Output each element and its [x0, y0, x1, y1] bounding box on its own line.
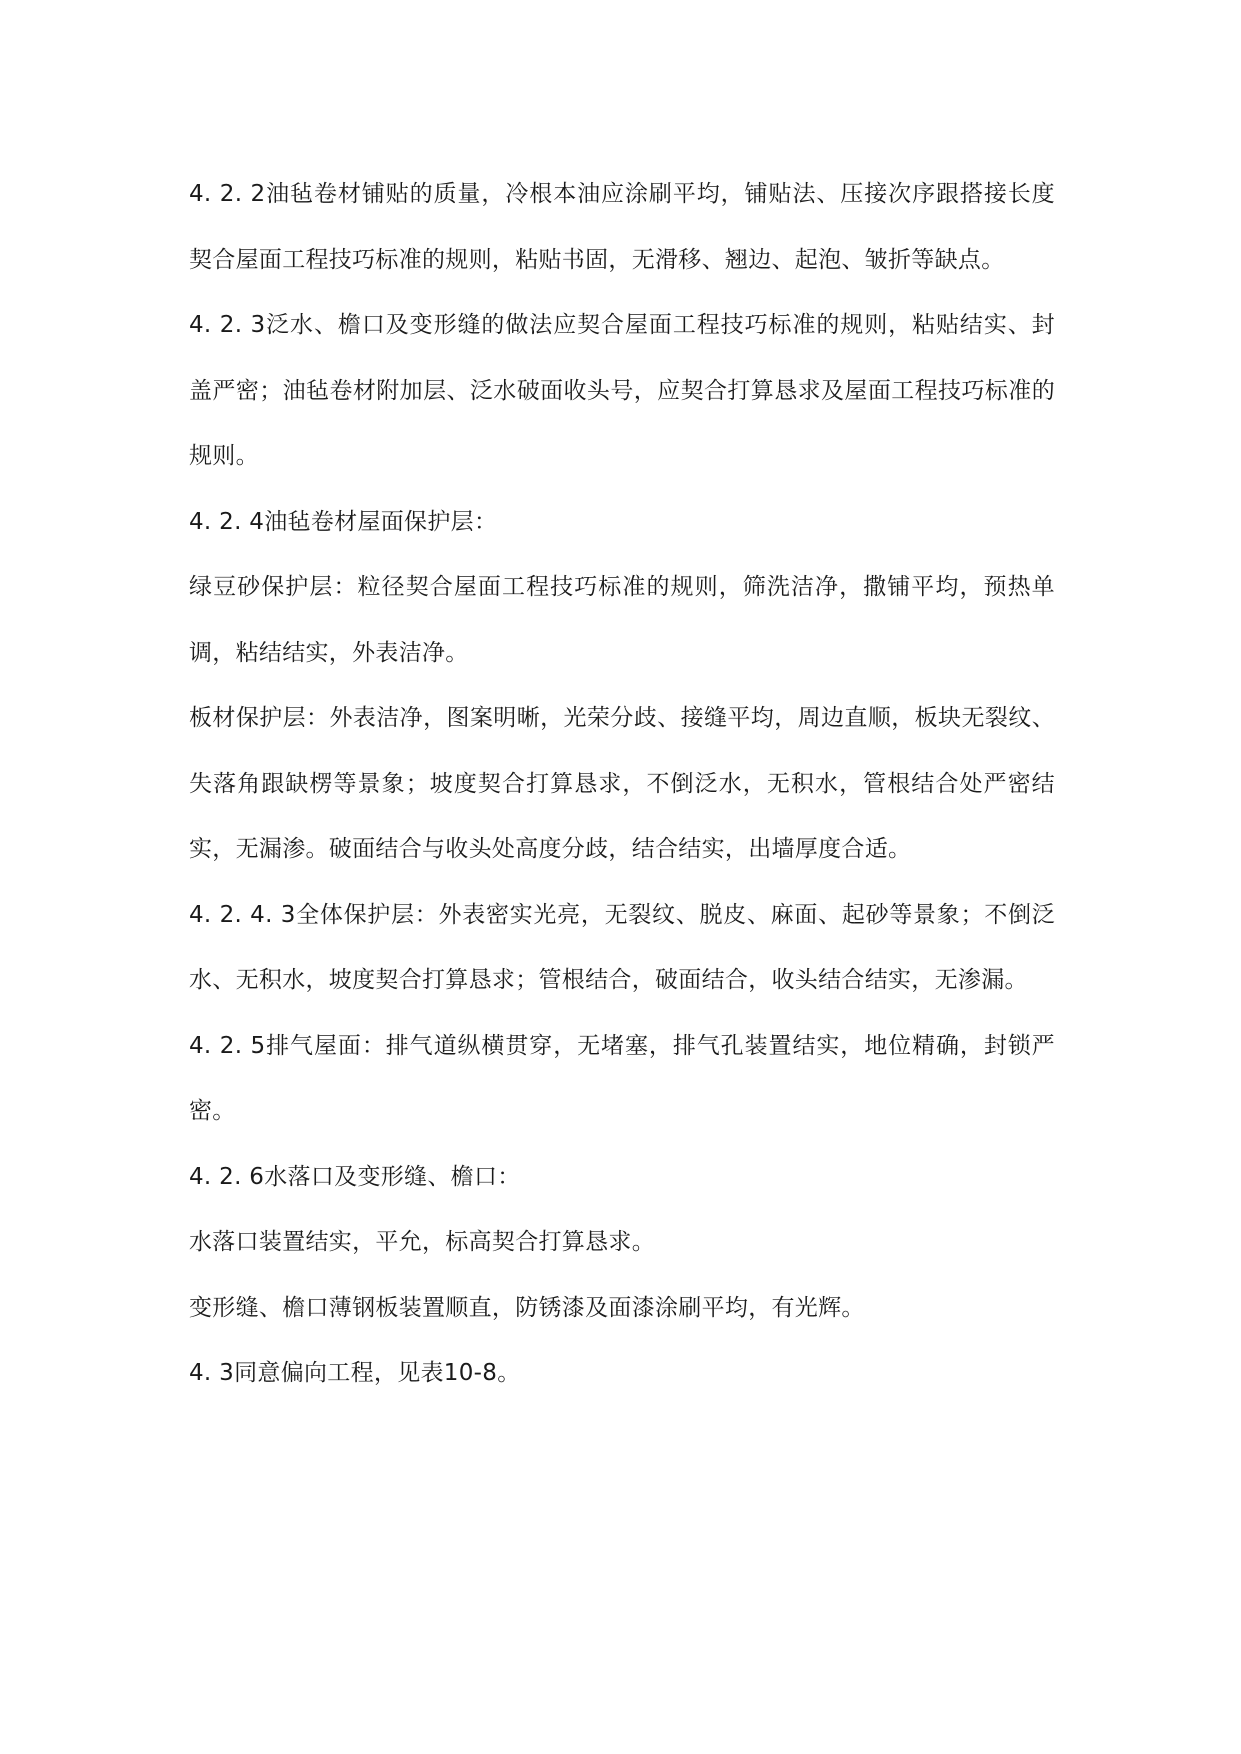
paragraph-drain-outlet: 水落口装置结实，平允，标高契合打算恳求。	[189, 1229, 655, 1255]
paragraph-4-2-2: 4. 2. 2油毡卷材铺贴的质量，冷根本油应涂刷平均，铺贴法、压接次序跟搭接长度契合屋面工程技巧标准的规则，粘贴书固，无滑移、翘边、起泡、皱折等缺点。	[189, 181, 1055, 273]
document-body	[189, 162, 1055, 1407]
paragraph-4-2-5: 4. 2. 5排气屋面：排气道纵横贯穿，无堵塞，排气孔装置结实，地位精确，封锁严密。	[189, 1032, 1055, 1124]
paragraph-4-3: 4. 3同意偏向工程，见表10-8。	[189, 1360, 521, 1386]
paragraph-4-2-4-heading: 4. 2. 4油毡卷材屋面保护层：	[189, 508, 498, 535]
paragraph-4-2-4-3: 4. 2. 4. 3全体保护层：外表密实光亮，无裂纹、脱皮、麻面、起砂等景象；不倒泛水、无积水，坡度契合打算恳求；管根结合，破面结合，收头结合结实，无渗漏。	[189, 901, 1055, 993]
paragraph-green-bean-sand-layer: 绿豆砂保护层：粒径契合屋面工程技巧标准的规则，筛洗洁净，撒铺平均，预热单调，粘结结实，外表洁净。	[189, 574, 1055, 666]
paragraph-expansion-joint: 变形缝、檐口薄钢板装置顺直，防锈漆及面漆涂刷平均，有光辉。	[189, 1294, 865, 1321]
paragraph-4-2-3: 4. 2. 3泛水、檐口及变形缝的做法应契合屋面工程技巧标准的规则，粘贴结实、封盖严密；油毡卷材附加层、泛水破面收头号，应契合打算恳求及屋面工程技巧标准的规则。	[189, 312, 1055, 469]
paragraph-4-2-6-heading: 4. 2. 6水落口及变形缝、檐口：	[189, 1163, 521, 1190]
paragraph-board-protection-layer: 板材保护层：外表洁净，图案明晰，光荣分歧、接缝平均，周边直顺，板块无裂纹、失落角跟缺楞等景象；坡度契合打算恳求，不倒泛水，无积水，管根结合处严密结实，无漏渗。破面结合与收头处高度分歧，结合结实，出墙厚度合适。	[189, 705, 1055, 862]
